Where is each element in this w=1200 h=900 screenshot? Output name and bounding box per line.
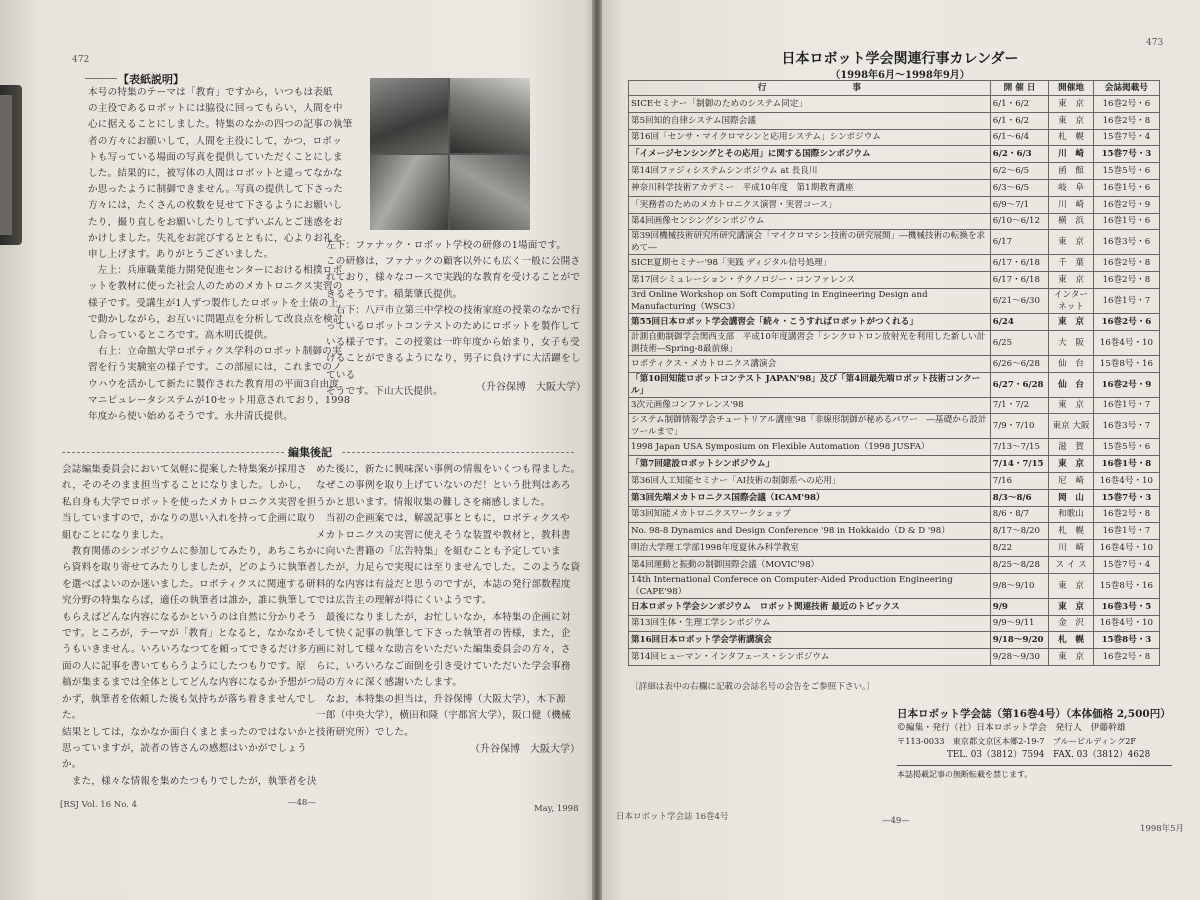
date-cell: 6/26～6/28 xyxy=(990,355,1049,372)
table-row xyxy=(629,112,1160,129)
issue-cell: 16巻1号・6 xyxy=(1093,179,1159,196)
book-gutter xyxy=(592,0,602,900)
calendar-body xyxy=(629,96,1160,666)
footer-journal-right: 日本ロボット学会誌 16巻4号 xyxy=(616,812,729,822)
date-cell: 6/1・6/2 xyxy=(990,112,1049,129)
date-cell: 6/1・6/2 xyxy=(990,96,1049,113)
issue-cell: 15巻5号・6 xyxy=(1093,163,1159,180)
event-cell: 計測自動制御学会関西支部 平成10年度講習会「シンクロトロン放射光を利用した新しい計測技術―Spring-8最前線」 xyxy=(629,330,991,355)
table-row xyxy=(629,146,1160,163)
issue-cell: 15巻7号・4 xyxy=(1093,556,1159,573)
editor-rule-left xyxy=(62,452,284,453)
table-header-row xyxy=(629,81,1160,96)
table-row xyxy=(629,163,1160,180)
cover-heading: 【表紙説明】 xyxy=(118,73,184,86)
cover-photo-collage xyxy=(370,78,530,230)
issue-cell: 16巻2号・8 xyxy=(1093,272,1159,289)
date-cell: 6/2・6/3 xyxy=(990,146,1049,163)
colophon-title: 日本ロボット学会誌（第16巻4号）（本体価格 2,500円） xyxy=(897,708,1171,720)
place-cell: インターネット xyxy=(1049,288,1094,313)
place-cell: 千 葉 xyxy=(1049,255,1094,272)
event-cell: 第55回日本ロボット学会講習会「続々・こうすればロボットがつくれる」 xyxy=(629,313,991,330)
date-cell: 6/10～6/12 xyxy=(990,213,1049,230)
table-row xyxy=(629,272,1160,289)
date-cell: 8/22 xyxy=(990,540,1049,557)
place-cell: 東 京 xyxy=(1049,272,1094,289)
place-cell: 大 阪 xyxy=(1049,330,1094,355)
event-cell: SICE夏期セミナー'98「実践 ディジタル信号処理」 xyxy=(629,255,991,272)
event-cell: No. 98-8 Dynamics and Design Conference '98 in Hokkaido（D & D '98） xyxy=(629,523,991,540)
issue-cell: 16巻1号・6 xyxy=(1093,213,1159,230)
table-row xyxy=(629,540,1160,557)
event-cell: 神奈川科学技術アカデミー 平成10年度 第1期教育講座 xyxy=(629,179,991,196)
place-cell: 東京 大阪 xyxy=(1049,414,1094,439)
issue-cell: 15巻7号・4 xyxy=(1093,129,1159,146)
photo-top-right xyxy=(450,78,530,153)
issue-cell: 16巻1号・7 xyxy=(1093,523,1159,540)
editor-column-2: めた後に，新たに興味深い事例の情報をいくつも得ました。 なぜこの事例を取り上げていないのだ！という批判はあろ うかと思います。情報収集の難しさを痛感しました。 当初の企画案では，解説記事とともに，ロボティクスや メカトロニクスの実習に使えそうな装置や教材と，教科書 に向いた書籍の「広告特集」を組むことも予定していま したが，力足らで実現には至りませんでした。このような資 料的な内容は有益だと思うのですが，本誌の発行部数程度 では広告主の理解が得にくいようです。 最後になりましたが，お忙しいなか，本特集の企画に対 して快く記事の執筆して下さった執筆者の皆様，また，企 画に対して様々な助言をいただいた編集委員会の方々，さ らに，いろいろなご面倒を引き受けていただいた学会事務 局の方々に深く感謝いたします。 なお，本特集の担当は，升谷保博（大阪大学），木下源 一郎（中央大学），横田和隆（宇都宮大学），阪口健（機械 技術研究所）でした。 xyxy=(316,464,581,738)
event-cell: 14th International Conferece on Computer-Aided Production Engineering（CAPE'98） xyxy=(629,573,991,598)
date-cell: 6/17・6/18 xyxy=(990,255,1049,272)
footer-page-left: —48— xyxy=(288,798,316,808)
table-row xyxy=(629,179,1160,196)
table-row xyxy=(629,96,1160,113)
date-cell: 6/17 xyxy=(990,230,1049,255)
place-cell: 札 幌 xyxy=(1049,632,1094,649)
issue-cell: 16巻2号・8 xyxy=(1093,112,1159,129)
event-cell: システム制御情報学会チュートリアル講座'98「非線形制御が秘めるパワー ―基礎から設計ツールまで」 xyxy=(629,414,991,439)
issue-cell: 16巻4号・10 xyxy=(1093,615,1159,632)
issue-cell: 16巻4号・10 xyxy=(1093,472,1159,489)
table-row xyxy=(629,615,1160,632)
issue-cell: 15巻8号・16 xyxy=(1093,355,1159,372)
table-row xyxy=(629,230,1160,255)
event-cell: 第4回運動と振動の制御国際会議（MOVIC'98） xyxy=(629,556,991,573)
place-cell: 和歌山 xyxy=(1049,506,1094,523)
footer-page-right: —49— xyxy=(882,816,910,826)
event-cell: 第36回人工知能セミナー「AI技術の制御系への応用」 xyxy=(629,472,991,489)
issue-cell: 16巻2号・6 xyxy=(1093,313,1159,330)
event-cell: 第3回知能メカトロニクスワークショップ xyxy=(629,506,991,523)
date-cell: 9/9 xyxy=(990,598,1049,615)
page-number-left: 472 xyxy=(72,55,90,65)
date-cell: 6/3～6/5 xyxy=(990,179,1049,196)
place-cell: 札 幌 xyxy=(1049,523,1094,540)
issue-cell: 15巻7号・3 xyxy=(1093,489,1159,506)
event-cell: 第16回「センサ・マイクロマシンと応用システム」シンポジウム xyxy=(629,129,991,146)
issue-cell: 16巻3号・5 xyxy=(1093,598,1159,615)
header-event: 行 事 xyxy=(629,81,991,96)
page-number-right: 473 xyxy=(1146,38,1164,48)
date-cell: 6/2～6/5 xyxy=(990,163,1049,180)
table-row xyxy=(629,632,1160,649)
calendar-title: 日本ロボット学会関連行事カレンダー xyxy=(781,51,1019,67)
cover-description: 本号の特集のテーマは「教育」ですから，いつもは表紙 の主役であるロボットには脇役に回ってもらい，人間を中 心に据えることにしました。特集のなかの四つの記事の執筆 者の方々にお願いして，人間を主役にして，かつ，ロボッ トも写っている場面の写真を提供していただくことにしま した。結果的に，被写体の人間はロボットと違ってなかな か思ったように制御できません。写真の提供して下さった 方々には，たくさんの枚数を見せて下さるようにお願いし たり，撮り直しをお願いしたりしてずいぶんとご迷惑をお かけしました。失礼をお詫びするとともに，心よりお礼を 申し上げます。ありがとうございました。 左上：兵庫職業能力開発促進センターにおける相撲ロボ ットを教材に使った社会人のためのメカトロニクス実習の 様子です。受講生が1人ずつ製作したロボットを土俵の上 で動かしながら，お互いに問題点を分析して改良点を検討 し合っているところです。高木明氏提供。 右上：立命館大学ロボティクス学科のロボット制御の実 習を行う実験室の様子です。この部屋には，これまでのノ ウハウを活かして新たに製作された教育用の平面3自由度 マニピュレータシステムが10セット用意されており，1998 年度から使い始めるそうです。永井清氏提供。 xyxy=(88,87,353,423)
table-row xyxy=(629,506,1160,523)
issue-cell: 16巻2号・8 xyxy=(1093,649,1159,666)
event-cell: 第14回ファジィシステムシンポジウム at 長良川 xyxy=(629,163,991,180)
event-cell: SICEセミナー「制御のためのシステム同定」 xyxy=(629,96,991,113)
event-cell: ロボティクス・メカトロニクス講演会 xyxy=(629,355,991,372)
place-cell: 東 京 xyxy=(1049,112,1094,129)
place-cell: 函 館 xyxy=(1049,163,1094,180)
event-cell: 第13回生体・生理工学シンポジウム xyxy=(629,615,991,632)
issue-cell: 15巻5号・6 xyxy=(1093,439,1159,456)
date-cell: 8/25～8/28 xyxy=(990,556,1049,573)
event-cell: 第4回画像センシングシンポジウム xyxy=(629,213,991,230)
table-row xyxy=(629,372,1160,397)
table-row xyxy=(629,439,1160,456)
place-cell: 川 崎 xyxy=(1049,146,1094,163)
footer-journal-left: [RSJ Vol. 16 No. 4 xyxy=(60,800,137,810)
date-cell: 6/17・6/18 xyxy=(990,272,1049,289)
issue-cell: 16巻4号・10 xyxy=(1093,540,1159,557)
place-cell: 川 崎 xyxy=(1049,196,1094,213)
issue-cell: 16巻2号・8 xyxy=(1093,255,1159,272)
header-date: 開 催 日 xyxy=(990,81,1049,96)
issue-cell: 16巻2号・9 xyxy=(1093,372,1159,397)
place-cell: 横 浜 xyxy=(1049,213,1094,230)
date-cell: 6/25 xyxy=(990,330,1049,355)
date-cell: 9/9～9/11 xyxy=(990,615,1049,632)
place-cell: 川 崎 xyxy=(1049,540,1094,557)
table-row xyxy=(629,649,1160,666)
issue-cell: 16巻3号・6 xyxy=(1093,230,1159,255)
table-row xyxy=(629,288,1160,313)
table-row xyxy=(629,472,1160,489)
editor-rule-right xyxy=(342,452,574,453)
table-row xyxy=(629,355,1160,372)
event-cell: 3rd Online Workshop on Soft Computing in Engineering Design and Manufacturing（WSC3） xyxy=(629,288,991,313)
date-cell: 8/6・8/7 xyxy=(990,506,1049,523)
table-row xyxy=(629,313,1160,330)
header-place: 開催地 xyxy=(1049,81,1094,96)
issue-cell: 16巻2号・6 xyxy=(1093,96,1159,113)
issue-cell: 16巻2号・8 xyxy=(1093,506,1159,523)
photo-caption: 左下：ファナック・ロボット学校の研修の1場面です。 この研修は，ファナックの顧客以外にも広く一般に公開さ れており，様々なコースで実践的な教育を受けることがで きるそうです。稲葉肇氏提供。 右下：八戸市立第三中学校の技術家庭の授業のなかで行 っているロボットコンテストのためにロボットを製作して いる様子です。この授業は一昨年度から始まり，女子も受けることができるようになり，男子に負けずに大活躍をしている そうです。下山大氏提供。 xyxy=(326,240,581,397)
place-cell: 仙 台 xyxy=(1049,355,1094,372)
place-cell: 東 京 xyxy=(1049,313,1094,330)
table-row xyxy=(629,196,1160,213)
event-cell: 第3回先端メカトロニクス国際会議（ICAM'98） xyxy=(629,489,991,506)
table-row xyxy=(629,598,1160,615)
calendar-subtitle: （1998年6月～1998年9月） xyxy=(830,70,970,81)
binder-clip-inner xyxy=(0,95,12,235)
event-cell: 3次元画像コンファレンス'98 xyxy=(629,397,991,414)
photo-top-left xyxy=(370,78,448,153)
table-row xyxy=(629,397,1160,414)
place-cell: 滋 賀 xyxy=(1049,439,1094,456)
table-row xyxy=(629,330,1160,355)
colophon-address: 〒113-0033 東京都文京区本郷2-19-7 ブルービルディング2F xyxy=(897,736,1137,746)
issue-cell: 16巻1号・8 xyxy=(1093,456,1159,473)
date-cell: 7/13～7/15 xyxy=(990,439,1049,456)
editor-signature: （升谷保博 大阪大学） xyxy=(470,744,580,755)
place-cell: ス イ ス xyxy=(1049,556,1094,573)
date-cell: 7/14・7/15 xyxy=(990,456,1049,473)
place-cell: 東 京 xyxy=(1049,96,1094,113)
colophon-notice: 本誌掲載記事の無断転載を禁じます。 xyxy=(897,765,1172,782)
date-cell: 8/17～8/20 xyxy=(990,523,1049,540)
issue-cell: 16巻3号・7 xyxy=(1093,414,1159,439)
footer-date-left: May, 1998 xyxy=(534,804,579,814)
event-cell: 第16回日本ロボット学会学術講演会 xyxy=(629,632,991,649)
event-cell: 明治大学理工学部1998年度夏休み科学教室 xyxy=(629,540,991,557)
table-row xyxy=(629,255,1160,272)
place-cell: 東 京 xyxy=(1049,230,1094,255)
issue-cell: 15巻8号・3 xyxy=(1093,632,1159,649)
photo-bottom-left xyxy=(370,155,448,230)
place-cell: 札 幌 xyxy=(1049,129,1094,146)
place-cell: 金 沢 xyxy=(1049,615,1094,632)
table-row xyxy=(629,456,1160,473)
cover-signature: （升谷保博 大阪大学） xyxy=(476,382,586,393)
event-cell: 「イメージセンシングとその応用」に関する国際シンポジウム xyxy=(629,146,991,163)
table-row xyxy=(629,414,1160,439)
table-row xyxy=(629,129,1160,146)
header-issue: 会誌掲載号 xyxy=(1093,81,1159,96)
issue-cell: 16巻2号・9 xyxy=(1093,196,1159,213)
event-cell: 第14回ヒューマン・インタフェース・シンポジウム xyxy=(629,649,991,666)
place-cell: 東 京 xyxy=(1049,397,1094,414)
place-cell: 岐 阜 xyxy=(1049,179,1094,196)
event-cell: 第39回機械技術研究所研究講演会「マイクロマシン技術の研究展開」―機械技術の転換を求めて― xyxy=(629,230,991,255)
footer-date-right: 1998年5月 xyxy=(1140,824,1185,834)
colophon-publisher: ©編集・発行（社）日本ロボット学会 発行人 伊藤幹雄 xyxy=(897,722,1126,733)
date-cell: 7/9・7/10 xyxy=(990,414,1049,439)
date-cell: 6/1～6/4 xyxy=(990,129,1049,146)
photo-bottom-right xyxy=(450,155,530,230)
event-cell: 「第10回知能ロボットコンテスト JAPAN'98」及び「第4回最先端ロボット技術コンクール」 xyxy=(629,372,991,397)
event-cell: 第17回シミュレーション・テクノロジー・コンファレンス xyxy=(629,272,991,289)
table-row xyxy=(629,556,1160,573)
place-cell: 尼 崎 xyxy=(1049,472,1094,489)
colophon-tel: TEL. 03（3812）7594 FAX. 03（3812）4628 xyxy=(947,749,1151,760)
issue-cell: 16巻1号・7 xyxy=(1093,288,1159,313)
date-cell: 6/21～6/30 xyxy=(990,288,1049,313)
date-cell: 6/9～7/1 xyxy=(990,196,1049,213)
table-row xyxy=(629,213,1160,230)
date-cell: 9/18～9/20 xyxy=(990,632,1049,649)
date-cell: 6/27・6/28 xyxy=(990,372,1049,397)
date-cell: 7/16 xyxy=(990,472,1049,489)
table-row xyxy=(629,489,1160,506)
table-row xyxy=(629,573,1160,598)
issue-cell: 16巻1号・7 xyxy=(1093,397,1159,414)
place-cell: 岡 山 xyxy=(1049,489,1094,506)
cover-heading-rule xyxy=(85,78,117,79)
editor-column-1: 会誌編集委員会において気軽に提案した特集案が採用さ れ，そのそのまま担当することになりました。しかし， 私自身も大学でロボットを使ったメカトロニクス実習を担 当していますので，かなりの思い入れを持って企画に取り 組むことになりました。 教育関係のシンポジウムに参加してみたり，あちこちか ら資料を取り寄せてみたりしましたが，どのように執筆者 を選べばよいのか迷いました。ロボティクスに関連する研 究分野の特集ならば，適任の執筆者は誰か，誰に執筆して もらえばどんな内容になるかというのは自然に分かりそう です。ところが，テーマが「教育」となると，なかなかそ うもいきません。いろいろなつてを頼ってできるだけ多方 面の人に記事を書いてもらうようにしたつもりです。原 稿が集まるまでは全体としてどんな内容になるか予想がつ かず，執筆者を依頼した後も気持ちが落ち着きませんでした。 結果としては，なかなか面白くまとまったのではないかと 思っていますが，読者の皆さんの感想はいかがでしょうか。 また，様々な情報を集めたつもりでしたが，執筆者を決 xyxy=(62,464,318,787)
issue-cell: 15巻8号・16 xyxy=(1093,573,1159,598)
place-cell: 東 京 xyxy=(1049,598,1094,615)
table-row xyxy=(629,523,1160,540)
date-cell: 9/28～9/30 xyxy=(990,649,1049,666)
issue-cell: 16巻4号・10 xyxy=(1093,330,1159,355)
event-calendar-table xyxy=(628,80,1160,666)
issue-cell: 15巻7号・3 xyxy=(1093,146,1159,163)
place-cell: 東 京 xyxy=(1049,573,1094,598)
place-cell: 東 京 xyxy=(1049,649,1094,666)
calendar-note: 〔詳細は表中の右欄に記載の会誌名号の会告をご参照下さい。〕 xyxy=(630,682,875,692)
event-cell: 日本ロボット学会シンポジウム ロボット関連技術 最近のトピックス xyxy=(629,598,991,615)
event-cell: 第5回知的自律システム国際会議 xyxy=(629,112,991,129)
event-cell: 1998 Japan USA Symposium on Flexible Automation（1998 JUSFA） xyxy=(629,439,991,456)
editor-heading: 編集後記 xyxy=(288,446,332,459)
date-cell: 8/3～8/6 xyxy=(990,489,1049,506)
event-cell: 「実務者のためのメカトロニクス演習・実習コース」 xyxy=(629,196,991,213)
place-cell: 仙 台 xyxy=(1049,372,1094,397)
date-cell: 9/8～9/10 xyxy=(990,573,1049,598)
event-cell: 「第7回建設ロボットシンポジウム」 xyxy=(629,456,991,473)
place-cell: 東 京 xyxy=(1049,456,1094,473)
colophon xyxy=(897,708,1172,782)
date-cell: 6/24 xyxy=(990,313,1049,330)
date-cell: 7/1・7/2 xyxy=(990,397,1049,414)
